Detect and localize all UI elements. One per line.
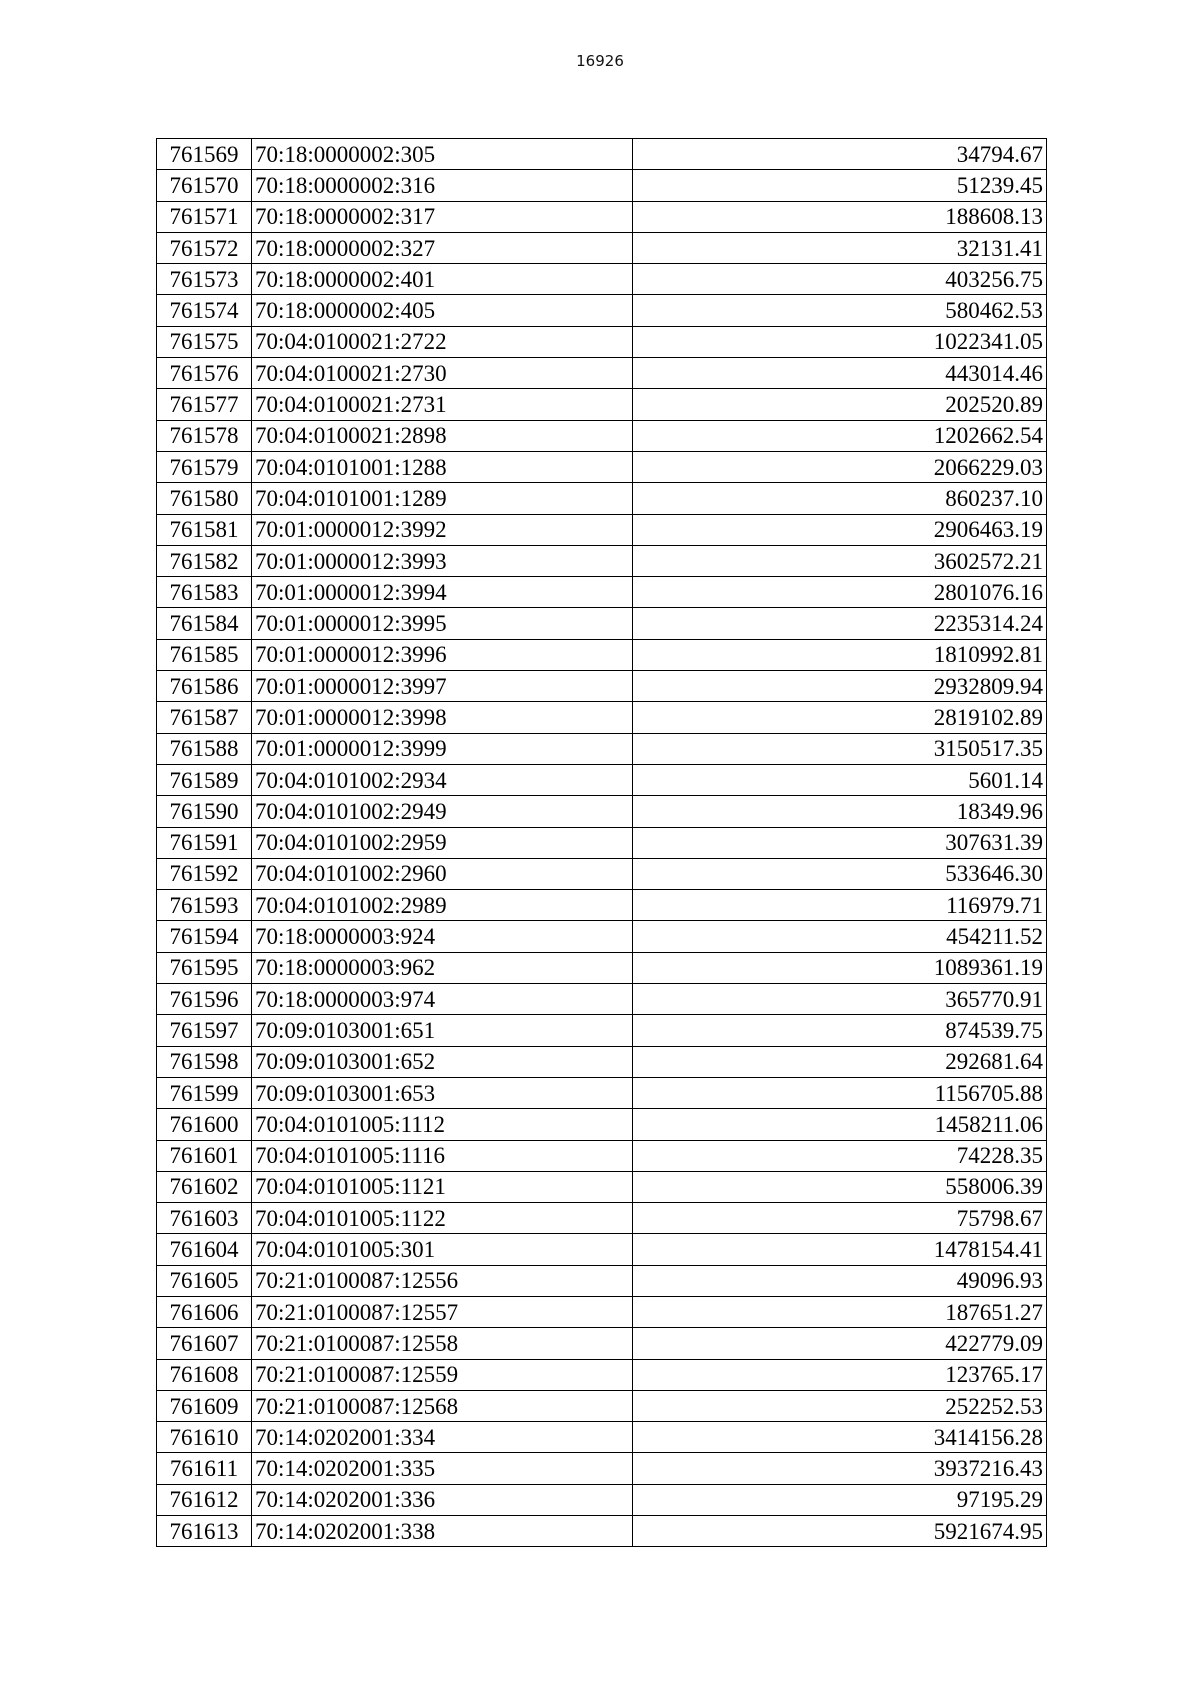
value-cell: 3150517.35 [633,733,1047,764]
cadastral-number-cell: 70:01:0000012:3997 [252,671,633,702]
row-number-cell: 761610 [157,1422,252,1453]
table-row [157,451,1047,482]
row-number-cell: 761590 [157,796,252,827]
row-number-cell: 761577 [157,389,252,420]
cadastral-number-cell: 70:21:0100087:12559 [252,1359,633,1390]
page-number: 16926 [576,52,624,70]
table-row [157,921,1047,952]
table-row [157,1484,1047,1515]
table-row [157,952,1047,983]
table-row [157,827,1047,858]
value-cell: 34794.67 [633,139,1047,170]
cadastral-number-cell: 70:04:0101001:1289 [252,483,633,514]
table-row [157,1422,1047,1453]
table-row [157,890,1047,921]
cadastral-number-cell: 70:01:0000012:3995 [252,608,633,639]
cadastral-number-cell: 70:04:0101002:2989 [252,890,633,921]
table-row [157,170,1047,201]
value-cell: 3414156.28 [633,1422,1047,1453]
table-row [157,326,1047,357]
row-number-cell: 761572 [157,232,252,263]
value-cell: 533646.30 [633,858,1047,889]
table-row [157,1046,1047,1077]
value-cell: 5921674.95 [633,1516,1047,1547]
row-number-cell: 761600 [157,1109,252,1140]
value-cell: 2235314.24 [633,608,1047,639]
table-row [157,1265,1047,1296]
row-number-cell: 761587 [157,702,252,733]
row-number-cell: 761601 [157,1140,252,1171]
cadastral-number-cell: 70:01:0000012:3999 [252,733,633,764]
row-number-cell: 761582 [157,545,252,576]
table-row [157,483,1047,514]
row-number-cell: 761592 [157,858,252,889]
row-number-cell: 761583 [157,577,252,608]
value-cell: 1478154.41 [633,1234,1047,1265]
table-row [157,671,1047,702]
cadastral-number-cell: 70:04:0101005:1112 [252,1109,633,1140]
value-cell: 2819102.89 [633,702,1047,733]
table-row [157,264,1047,295]
value-cell: 1202662.54 [633,420,1047,451]
row-number-cell: 761597 [157,1015,252,1046]
row-number-cell: 761591 [157,827,252,858]
row-number-cell: 761585 [157,639,252,670]
cadastral-number-cell: 70:21:0100087:12558 [252,1328,633,1359]
table-row [157,420,1047,451]
row-number-cell: 761613 [157,1516,252,1547]
row-number-cell: 761609 [157,1390,252,1421]
value-cell: 1810992.81 [633,639,1047,670]
row-number-cell: 761599 [157,1077,252,1108]
row-number-cell: 761569 [157,139,252,170]
value-cell: 97195.29 [633,1484,1047,1515]
cadastral-number-cell: 70:18:0000003:924 [252,921,633,952]
table-row [157,232,1047,263]
row-number-cell: 761576 [157,358,252,389]
cadastral-number-cell: 70:04:0101002:2960 [252,858,633,889]
table-row [157,358,1047,389]
row-number-cell: 761612 [157,1484,252,1515]
cadastral-number-cell: 70:04:0101005:1116 [252,1140,633,1171]
table-row [157,545,1047,576]
table-row [157,1109,1047,1140]
row-number-cell: 761574 [157,295,252,326]
table-row [157,764,1047,795]
table-row [157,139,1047,170]
row-number-cell: 761596 [157,984,252,1015]
cadastral-number-cell: 70:04:0100021:2730 [252,358,633,389]
row-number-cell: 761573 [157,264,252,295]
row-number-cell: 761598 [157,1046,252,1077]
value-cell: 49096.93 [633,1265,1047,1296]
value-cell: 454211.52 [633,921,1047,952]
row-number-cell: 761588 [157,733,252,764]
value-cell: 188608.13 [633,201,1047,232]
cadastral-number-cell: 70:04:0100021:2731 [252,389,633,420]
cadastral-number-cell: 70:04:0100021:2722 [252,326,633,357]
row-number-cell: 761595 [157,952,252,983]
value-cell: 3937216.43 [633,1453,1047,1484]
value-cell: 307631.39 [633,827,1047,858]
value-cell: 860237.10 [633,483,1047,514]
value-cell: 443014.46 [633,358,1047,389]
cadastral-number-cell: 70:09:0103001:651 [252,1015,633,1046]
row-number-cell: 761605 [157,1265,252,1296]
value-cell: 874539.75 [633,1015,1047,1046]
table-row [157,1359,1047,1390]
cadastral-number-cell: 70:18:0000002:401 [252,264,633,295]
row-number-cell: 761581 [157,514,252,545]
value-cell: 5601.14 [633,764,1047,795]
value-cell: 123765.17 [633,1359,1047,1390]
cadastral-number-cell: 70:14:0202001:334 [252,1422,633,1453]
value-cell: 32131.41 [633,232,1047,263]
table-row [157,295,1047,326]
cadastral-number-cell: 70:18:0000003:962 [252,952,633,983]
table-row [157,1015,1047,1046]
value-cell: 1089361.19 [633,952,1047,983]
cadastral-number-cell: 70:04:0101005:1121 [252,1171,633,1202]
table-row [157,1516,1047,1547]
cadastral-number-cell: 70:01:0000012:3996 [252,639,633,670]
value-cell: 202520.89 [633,389,1047,420]
value-cell: 75798.67 [633,1203,1047,1234]
value-cell: 2801076.16 [633,577,1047,608]
row-number-cell: 761602 [157,1171,252,1202]
cadastral-number-cell: 70:04:0101002:2934 [252,764,633,795]
row-number-cell: 761593 [157,890,252,921]
table-row [157,984,1047,1015]
cadastral-number-cell: 70:04:0100021:2898 [252,420,633,451]
value-cell: 116979.71 [633,890,1047,921]
table-row [157,1203,1047,1234]
table-row [157,1077,1047,1108]
table-row [157,1390,1047,1421]
table-row [157,389,1047,420]
cadastral-number-cell: 70:21:0100087:12557 [252,1296,633,1327]
row-number-cell: 761578 [157,420,252,451]
table-body [157,139,1047,1547]
cadastral-number-cell: 70:18:0000002:405 [252,295,633,326]
value-cell: 2932809.94 [633,671,1047,702]
table-row [157,1171,1047,1202]
cadastral-number-cell: 70:18:0000002:317 [252,201,633,232]
cadastral-number-cell: 70:01:0000012:3992 [252,514,633,545]
cadastral-number-cell: 70:04:0101001:1288 [252,451,633,482]
cadastral-number-cell: 70:01:0000012:3994 [252,577,633,608]
value-cell: 3602572.21 [633,545,1047,576]
cadastral-number-cell: 70:14:0202001:338 [252,1516,633,1547]
table-row [157,1296,1047,1327]
row-number-cell: 761603 [157,1203,252,1234]
value-cell: 1458211.06 [633,1109,1047,1140]
row-number-cell: 761608 [157,1359,252,1390]
cadastral-number-cell: 70:01:0000012:3993 [252,545,633,576]
cadastral-number-cell: 70:04:0101002:2959 [252,827,633,858]
table-row [157,577,1047,608]
row-number-cell: 761570 [157,170,252,201]
value-cell: 365770.91 [633,984,1047,1015]
cadastral-number-cell: 70:14:0202001:335 [252,1453,633,1484]
table-row [157,514,1047,545]
row-number-cell: 761575 [157,326,252,357]
cadastral-number-cell: 70:14:0202001:336 [252,1484,633,1515]
cadastral-number-cell: 70:21:0100087:12556 [252,1265,633,1296]
cadastral-number-cell: 70:04:0101005:301 [252,1234,633,1265]
table-row [157,1328,1047,1359]
row-number-cell: 761571 [157,201,252,232]
value-cell: 252252.53 [633,1390,1047,1421]
table-row [157,796,1047,827]
value-cell: 74228.35 [633,1140,1047,1171]
cadastral-number-cell: 70:18:0000002:316 [252,170,633,201]
row-number-cell: 761580 [157,483,252,514]
row-number-cell: 761586 [157,671,252,702]
value-cell: 18349.96 [633,796,1047,827]
table-row [157,201,1047,232]
table-row [157,733,1047,764]
table-row [157,1453,1047,1484]
table-row [157,639,1047,670]
cadastral-number-cell: 70:09:0103001:653 [252,1077,633,1108]
cadastral-number-cell: 70:18:0000002:305 [252,139,633,170]
value-cell: 1156705.88 [633,1077,1047,1108]
value-cell: 558006.39 [633,1171,1047,1202]
value-cell: 580462.53 [633,295,1047,326]
value-cell: 403256.75 [633,264,1047,295]
row-number-cell: 761594 [157,921,252,952]
row-number-cell: 761584 [157,608,252,639]
cadastral-number-cell: 70:01:0000012:3998 [252,702,633,733]
cadastral-number-cell: 70:18:0000002:327 [252,232,633,263]
row-number-cell: 761607 [157,1328,252,1359]
value-cell: 2906463.19 [633,514,1047,545]
table-row [157,1234,1047,1265]
cadastral-value-table [156,138,1047,1547]
row-number-cell: 761606 [157,1296,252,1327]
cadastral-number-cell: 70:04:0101002:2949 [252,796,633,827]
row-number-cell: 761589 [157,764,252,795]
row-number-cell: 761604 [157,1234,252,1265]
table-row [157,608,1047,639]
table-row [157,858,1047,889]
value-cell: 292681.64 [633,1046,1047,1077]
value-cell: 2066229.03 [633,451,1047,482]
row-number-cell: 761579 [157,451,252,482]
table-row [157,1140,1047,1171]
row-number-cell: 761611 [157,1453,252,1484]
value-cell: 51239.45 [633,170,1047,201]
value-cell: 1022341.05 [633,326,1047,357]
cadastral-number-cell: 70:21:0100087:12568 [252,1390,633,1421]
value-cell: 422779.09 [633,1328,1047,1359]
table-row [157,702,1047,733]
cadastral-number-cell: 70:09:0103001:652 [252,1046,633,1077]
cadastral-number-cell: 70:18:0000003:974 [252,984,633,1015]
value-cell: 187651.27 [633,1296,1047,1327]
cadastral-number-cell: 70:04:0101005:1122 [252,1203,633,1234]
